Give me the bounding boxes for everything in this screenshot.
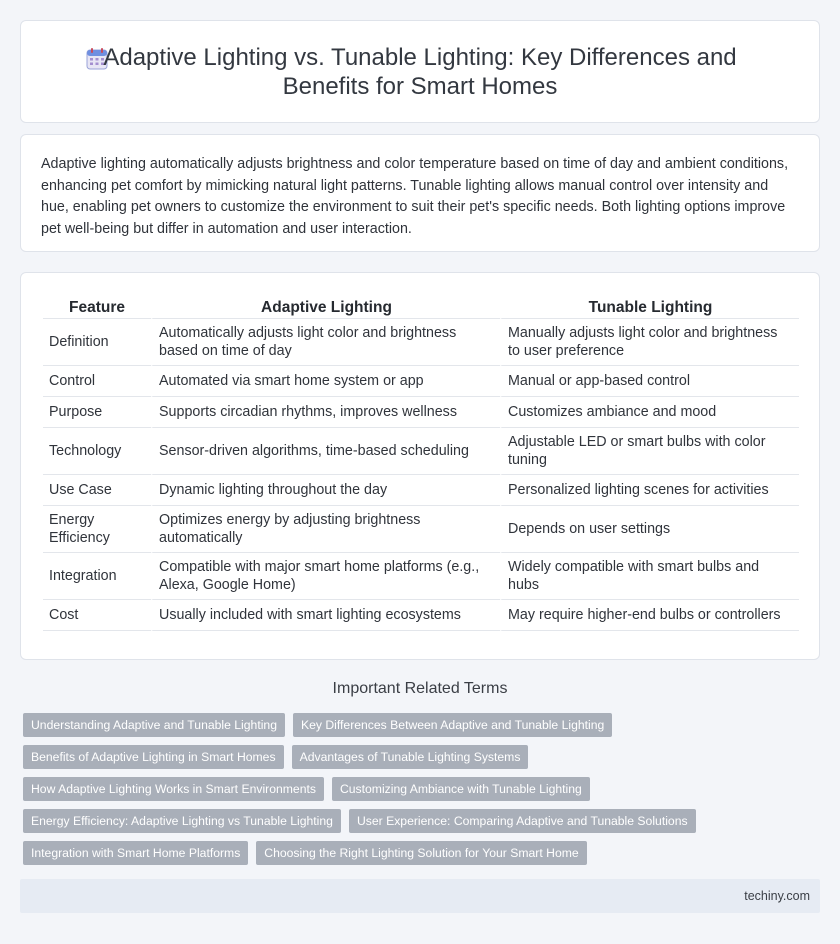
header-tunable-lighting: Tunable Lighting bbox=[500, 295, 799, 319]
related-term-tag[interactable]: Advantages of Tunable Lighting Systems bbox=[292, 745, 529, 769]
cell-feature: Control bbox=[43, 366, 151, 397]
page-title: Adaptive Lighting vs. Tunable Lighting: Key Differences and Benefits for Smart Homes bbox=[103, 43, 737, 100]
title-card bbox=[20, 20, 820, 123]
table-row bbox=[43, 319, 799, 366]
cell-adaptive: Automated via smart home system or app bbox=[151, 366, 500, 397]
related-term-tag[interactable]: Key Differences Between Adaptive and Tunable Lighting bbox=[293, 713, 612, 737]
cell-feature: Use Case bbox=[43, 475, 151, 506]
cell-adaptive: Dynamic lighting throughout the day bbox=[151, 475, 500, 506]
related-terms-heading: Important Related Terms bbox=[332, 680, 508, 697]
table-row bbox=[43, 366, 799, 397]
cell-tunable: Manual or app-based control bbox=[500, 366, 799, 397]
cell-adaptive: Supports circadian rhythms, improves wellness bbox=[151, 397, 500, 428]
cell-adaptive: Automatically adjusts light color and brightness based on time of day bbox=[151, 319, 500, 366]
cell-feature: Cost bbox=[43, 600, 151, 631]
related-term-tag[interactable]: Benefits of Adaptive Lighting in Smart Homes bbox=[23, 745, 284, 769]
cell-tunable: Customizes ambiance and mood bbox=[500, 397, 799, 428]
related-term-tag[interactable]: Understanding Adaptive and Tunable Lighting bbox=[23, 713, 285, 737]
comparison-table bbox=[43, 295, 799, 631]
table-row bbox=[43, 428, 799, 475]
intro-paragraph: Adaptive lighting automatically adjusts brightness and color temperature based on time of day and ambient conditions, enhancing pet comfort by mimicking natural light patterns. Tunable lighting allows manual control over intensity and hue, enabling pet owners to customize the environment to suit their pet's specific needs. Both lighting options improve pet well-being but differ in automation and user interaction. bbox=[41, 156, 789, 237]
cell-feature: Technology bbox=[43, 428, 151, 475]
cell-tunable: May require higher-end bulbs or controllers bbox=[500, 600, 799, 631]
related-term-tag[interactable]: User Experience: Comparing Adaptive and Tunable Solutions bbox=[349, 809, 696, 833]
table-row bbox=[43, 397, 799, 428]
cell-tunable: Widely compatible with smart bulbs and hubs bbox=[500, 553, 799, 600]
table-row bbox=[43, 506, 799, 553]
header-feature: Feature bbox=[43, 295, 151, 319]
cell-adaptive: Sensor-driven algorithms, time-based scheduling bbox=[151, 428, 500, 475]
intro-card bbox=[20, 134, 820, 252]
cell-feature: Purpose bbox=[43, 397, 151, 428]
comparison-card bbox=[20, 272, 820, 660]
cell-adaptive: Optimizes energy by adjusting brightness automatically bbox=[151, 506, 500, 553]
footer bbox=[20, 879, 820, 913]
related-term-tag[interactable]: Energy Efficiency: Adaptive Lighting vs Tunable Lighting bbox=[23, 809, 341, 833]
cell-feature: Definition bbox=[43, 319, 151, 366]
related-term-tag[interactable]: Customizing Ambiance with Tunable Lighting bbox=[332, 777, 590, 801]
related-term-tag[interactable]: Choosing the Right Lighting Solution for Your Smart Home bbox=[256, 841, 586, 865]
footer-site-link[interactable]: techiny.com bbox=[744, 889, 810, 903]
cell-tunable: Adjustable LED or smart bulbs with color tuning bbox=[500, 428, 799, 475]
related-terms-list bbox=[23, 713, 803, 873]
cell-adaptive: Usually included with smart lighting ecosystems bbox=[151, 600, 500, 631]
cell-feature: Energy Efficiency bbox=[43, 506, 151, 553]
table-row bbox=[43, 475, 799, 506]
cell-tunable: Manually adjusts light color and brightness to user preference bbox=[500, 319, 799, 366]
cell-feature: Integration bbox=[43, 553, 151, 600]
cell-tunable: Depends on user settings bbox=[500, 506, 799, 553]
table-row bbox=[43, 553, 799, 600]
table-row bbox=[43, 600, 799, 631]
cell-tunable: Personalized lighting scenes for activities bbox=[500, 475, 799, 506]
table-header-row bbox=[43, 295, 799, 319]
related-term-tag[interactable]: How Adaptive Lighting Works in Smart Environments bbox=[23, 777, 324, 801]
header-adaptive-lighting: Adaptive Lighting bbox=[151, 295, 500, 319]
cell-adaptive: Compatible with major smart home platforms (e.g., Alexa, Google Home) bbox=[151, 553, 500, 600]
related-term-tag[interactable]: Integration with Smart Home Platforms bbox=[23, 841, 248, 865]
